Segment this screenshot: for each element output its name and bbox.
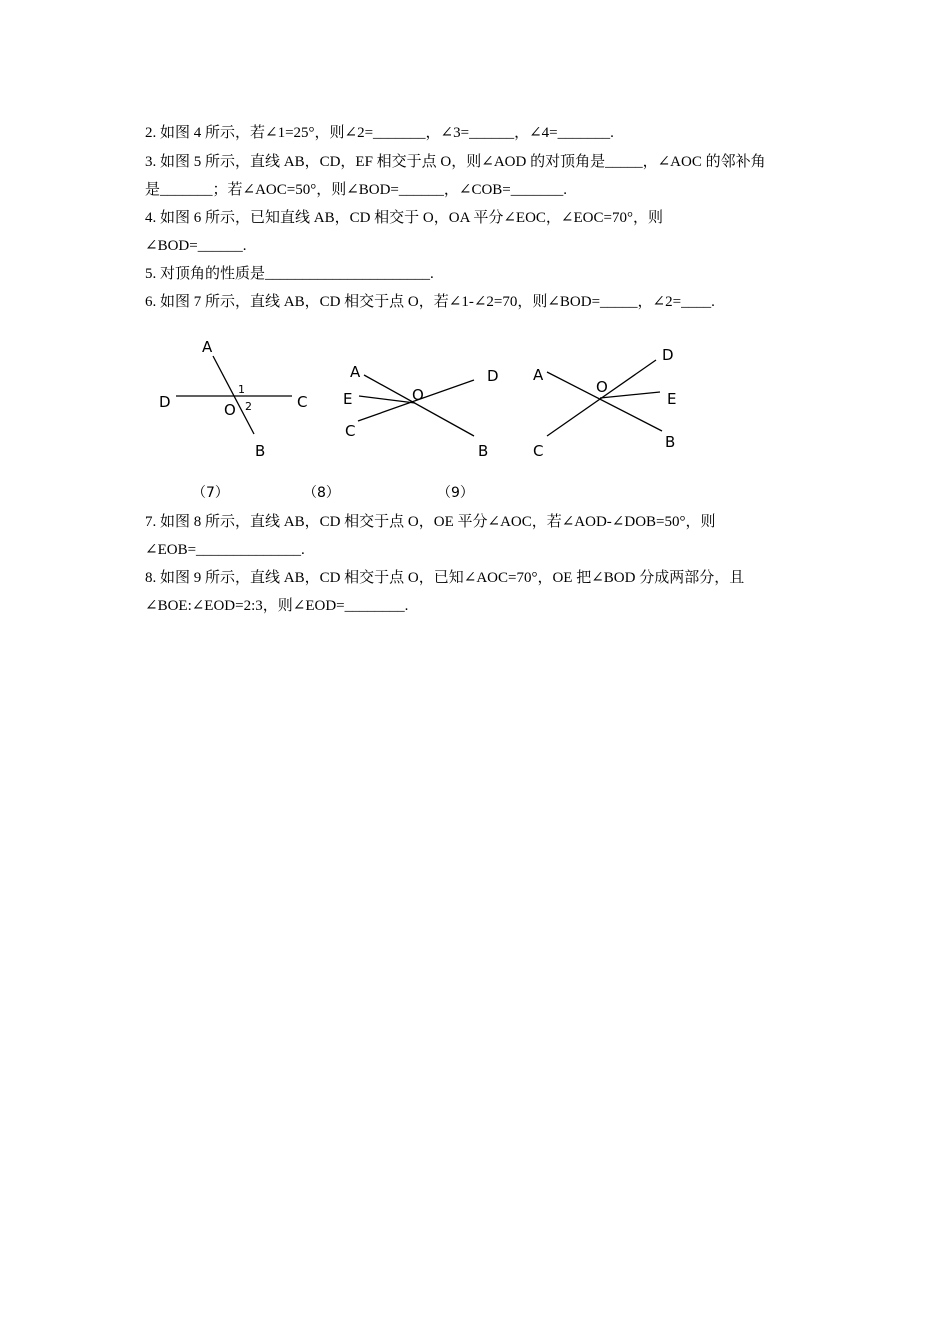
fig7-label-a: A — [202, 338, 213, 356]
fig8-label-o: O — [412, 386, 424, 404]
figure-9 — [547, 360, 662, 436]
fig7-label-c: C — [297, 393, 308, 411]
fig8-label-b: B — [478, 442, 489, 460]
fig7-angle-1: 1 — [238, 383, 245, 396]
question-8-line-2: ∠BOE:∠EOD=2:3，则∠EOD=________. — [145, 598, 409, 614]
fig9-label-o: O — [596, 378, 608, 396]
figure-7 — [176, 356, 292, 434]
fig9-label-e: E — [667, 390, 677, 408]
question-3-line-2: 是_______；若∠AOC=50°，则∠BOD=______，∠COB=_______. — [145, 182, 568, 198]
fig9-label-c: C — [533, 442, 544, 460]
fig8-label-c: C — [345, 422, 356, 440]
question-7-line-1: 7. 如图 8 所示，直线 AB，CD 相交于点 O，OE 平分∠AOC，若∠AOD-∠DOB=50°，则 — [145, 514, 716, 530]
fig8-line-ab — [364, 375, 474, 436]
question-3-line-1: 3. 如图 5 所示，直线 AB，CD，EF 相交于点 O，则∠AOD 的对顶角是_____，∠AOC 的邻补角 — [145, 154, 766, 170]
question-8-line-1: 8. 如图 9 所示，直线 AB，CD 相交于点 O，已知∠AOC=70°，OE 把∠BOD 分成两部分，且 — [145, 570, 745, 586]
question-5: 5. 对顶角的性质是______________________. — [145, 266, 434, 282]
question-2: 2. 如图 4 所示，若∠1=25°，则∠2=_______，∠3=______，∠4=_______. — [145, 125, 614, 141]
fig9-label-b: B — [665, 433, 676, 451]
geometry-figures — [0, 0, 950, 520]
question-6: 6. 如图 7 所示，直线 AB，CD 相交于点 O，若∠1-∠2=70，则∠BOD=_____，∠2=____. — [145, 294, 715, 310]
question-7-line-2: ∠EOB=______________. — [145, 542, 305, 558]
fig8-label-a: A — [350, 363, 361, 381]
fig8-label-d: D — [487, 367, 499, 385]
fig7-caption: （7） — [192, 485, 229, 501]
fig7-label-b: B — [255, 442, 266, 460]
fig9-label-a: A — [533, 366, 544, 384]
fig8-caption: （8） — [303, 485, 340, 501]
fig9-label-d: D — [662, 346, 674, 364]
fig7-label-o: O — [224, 401, 236, 419]
fig9-caption: （9） — [437, 485, 474, 501]
fig7-line-ab — [213, 356, 254, 434]
fig8-label-e: E — [343, 390, 353, 408]
question-4-line-2: ∠BOD=______. — [145, 238, 247, 254]
fig7-label-d: D — [159, 393, 171, 411]
fig7-angle-2: 2 — [245, 400, 252, 413]
figure-8 — [358, 375, 474, 436]
fig8-line-oe — [359, 396, 415, 403]
question-4-line-1: 4. 如图 6 所示，已知直线 AB，CD 相交于 O，OA 平分∠EOC，∠EOC=70°，则 — [145, 210, 663, 226]
